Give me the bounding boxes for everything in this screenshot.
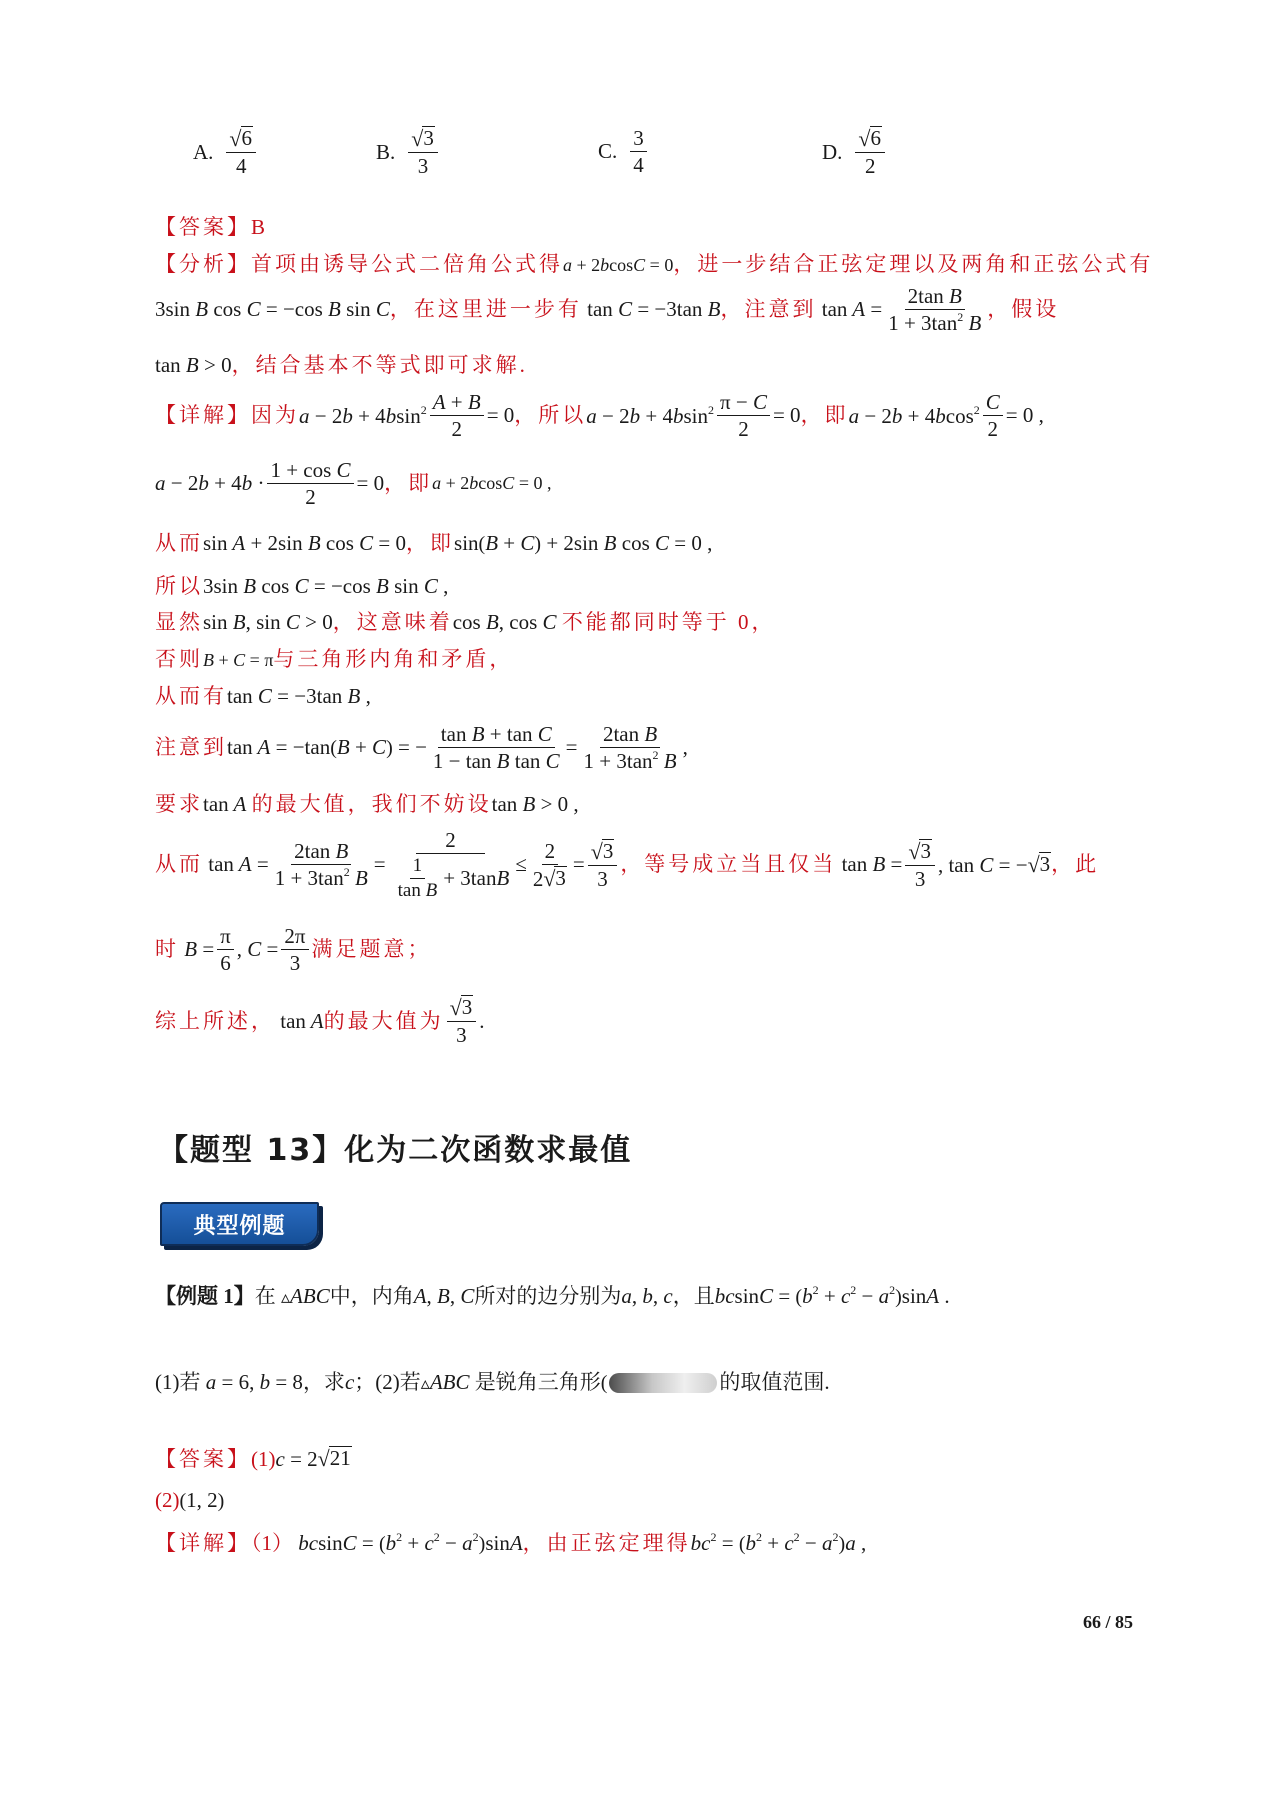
- answer-line-2: 【答案】(1)c = 2 √ 21: [155, 1446, 351, 1472]
- option-label: A.: [193, 139, 214, 164]
- detail-tag: 【详解】: [155, 1531, 251, 1555]
- detail-tag: 【详解】: [155, 403, 251, 428]
- option-label: B.: [376, 139, 396, 164]
- option-fraction: √ 3 3: [408, 126, 438, 178]
- analysis-line-2: 3sin B cos C = −cos B sin C ，在这里进一步有 tan C = −3tan B ，注意到 tan A = $\frac{\text{2tan B}}{1 + 3\tan^2 B}$ ，假设: [155, 284, 1060, 336]
- detail-line-final: 【详解】（1） $bcsinC = (b^2 + c^2 - a^2)\sin A$，由正弦定理得$bc^2 = (b^2 + c^2 - a^2)a$ ,: [155, 1530, 867, 1555]
- option-fraction: √ 6 2: [855, 126, 885, 178]
- answer-tag: 【答案】: [155, 1447, 251, 1472]
- detail-line-7: 从而有tan C = −3tan B ,: [155, 684, 371, 708]
- detail-line-10: 从而 tan A = $\frac{\text{2tan B}}{1 + 3\tan^2 B}$ = 2 $\frac{1}{\text{tan B}}$ + 3tan B ≤ 2 2 √ 3 = √ 3 3 ，等号成立当且仅当 tan B = √ 3 3 , tan C = − √ 3 ，此: [155, 828, 1100, 901]
- option-label: C.: [598, 139, 618, 164]
- detail-line-11: 时 B = $\frac{\pi}{6}$ , C = $\frac{2\pi}{3}$ 满足题意；: [155, 924, 432, 976]
- option-fraction: √ 6 4: [226, 126, 256, 178]
- detail-line-8: 注意到 tan A = −tan(B + C) = − $\frac{\text{tan B + tan C}}{\text{1 − tan B tan C}}$ = $\frac{\text{2tan B}}{1 + 3\tan^2 B}$ ,: [155, 722, 688, 774]
- detail-line-3: 从而sin A + 2sin B cos C = 0，即sin(B + C) + 2sin B cos C = 0 ,: [155, 531, 713, 555]
- option-b: [376, 126, 441, 178]
- option-fraction: $\frac{3}{4}$: [630, 126, 647, 177]
- analysis-tag: 【分析】: [155, 252, 251, 276]
- detail-line-9: 要求tan A 的最大值，我们不妨设tan B > 0 ,: [155, 792, 579, 816]
- detail-line-2: a − 2b + 4b · $\frac{\text{1 + cos C}}{2}$ = 0 ，即 a + 2bcosC = 0 ,: [155, 458, 552, 510]
- answer-line-3: (2)(1, 2): [155, 1488, 225, 1512]
- smudge: [609, 1373, 717, 1393]
- answer-tag: 【答案】: [155, 215, 251, 239]
- detail-line-1: 【详解】 因为 a − 2b + 4bsin$^2$ $\frac{A + B}{2}$ = 0 ，所以 a − 2b + 4bsin$^2$ $\frac{\pi - C}{2}$ = 0 ，即 a − 2b + 4bcos$^2$ $\frac{C}{2}$ = 0 ,: [155, 390, 1044, 442]
- option-d: [822, 126, 888, 178]
- answer-line: [155, 215, 265, 240]
- section-title: 【题型 13】化为二次函数求最值: [158, 1133, 633, 1168]
- option-c: [598, 126, 650, 177]
- detail-line-5: 显然sin B, sin C > 0，这意味着cos B, cos C 不能都同时等于 0，: [155, 610, 776, 634]
- answer-value: B: [251, 215, 266, 239]
- option-a: [193, 126, 259, 178]
- detail-line-4: 所以3sin B cos C = −cos B sin C ,: [155, 574, 449, 598]
- example-banner: 典型例题: [160, 1202, 319, 1246]
- detail-line-6: 否则B + C = π与三角形内角和矛盾，: [155, 647, 514, 671]
- summary-line: 综上所述， tan A 的最大值为 √ 3 3 .: [155, 995, 485, 1048]
- analysis-line-3: tan B > 0，结合基本不等式即可求解.: [155, 353, 528, 377]
- page-number: 66 / 85: [1082, 1612, 1133, 1632]
- example-line-1: 【例题 1】在 ▵ABC中，内角A, B, C所对的边分别为a, b, c，且$bcsinC = (b^2 + c^2 - a^2)\sin A$ .: [155, 1283, 950, 1308]
- option-label: D.: [822, 139, 843, 164]
- analysis-line-1: 【分析】首项由诱导公式二倍角公式得a + 2bcosC = 0，进一步结合正弦定理以及两角和正弦公式有: [155, 252, 1154, 276]
- example-line-2: (1)若 a = 6, b = 8 ，求 c ；(2)若 ▵ABC 是锐角三角形 ( 的取值范围.: [155, 1370, 830, 1394]
- example-tag: 【例题 1】: [155, 1284, 255, 1308]
